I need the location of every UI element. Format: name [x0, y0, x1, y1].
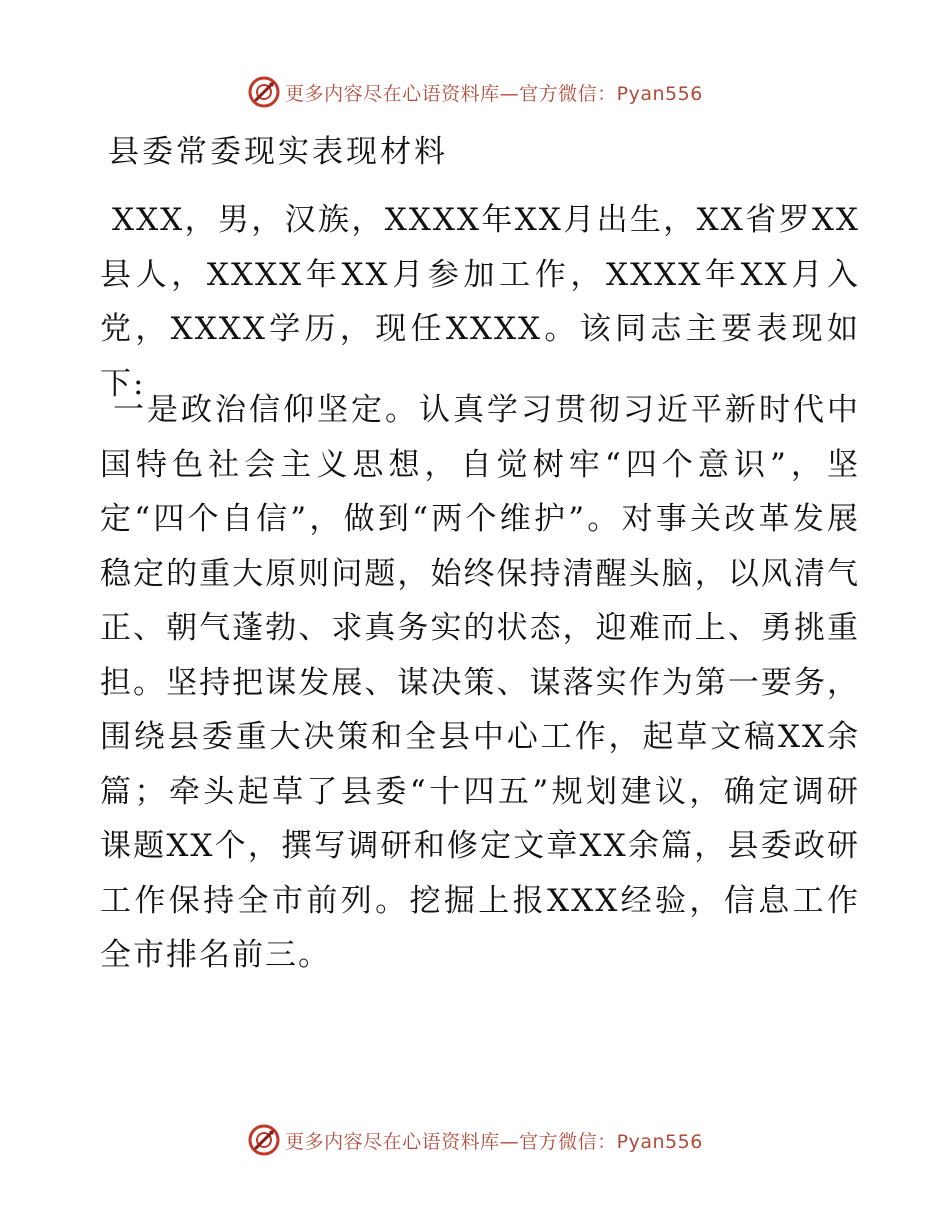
- intro-paragraph: [100, 193, 860, 411]
- watermark-logo-icon: [247, 1123, 281, 1157]
- document-title: 县委常委现实表现材料: [108, 134, 448, 170]
- watermark-text: 更多内容尽在心语资料库—官方微信：Pyan556: [285, 82, 703, 105]
- watermark-footer: [0, 1120, 950, 1160]
- body-paragraph-political: [100, 383, 860, 983]
- watermark-header: [0, 72, 950, 112]
- intro-paragraph-text: XXX，男，汉族，XXXX年XX月出生，XX省罗XX县人，XXXX年XX月参加工作，XXXX年XX月入党，XXXX学历，现任XXXX。该同志主要表现如下:: [100, 202, 860, 402]
- body-paragraph-political-text: 一是政治信仰坚定。认真学习贯彻习近平新时代中国特色社会主义思想，自觉树牢“四个意识”，坚定“四个自信”，做到“两个维护”。对事关改革发展稳定的重大原则问题，始终保持清醒头脑，以风清气正、朝气蓬勃、求真务实的状态，迎难而上、勇挑重担。坚持把谋发展、谋决策、谋落实作为第一要务，围绕县委重大决策和全县中心工作，起草文稿XX余篇；牵头起草了县委“十四五”规划建议，确定调研课题XX个，撰写调研和修定文章XX余篇，县委政研工作保持全市前列。挖掘上报XXX经验，信息工作全市排名前三。: [100, 392, 860, 973]
- watermark-text: 更多内容尽在心语资料库—官方微信：Pyan556: [285, 1130, 703, 1153]
- watermark-logo-icon: [247, 75, 281, 109]
